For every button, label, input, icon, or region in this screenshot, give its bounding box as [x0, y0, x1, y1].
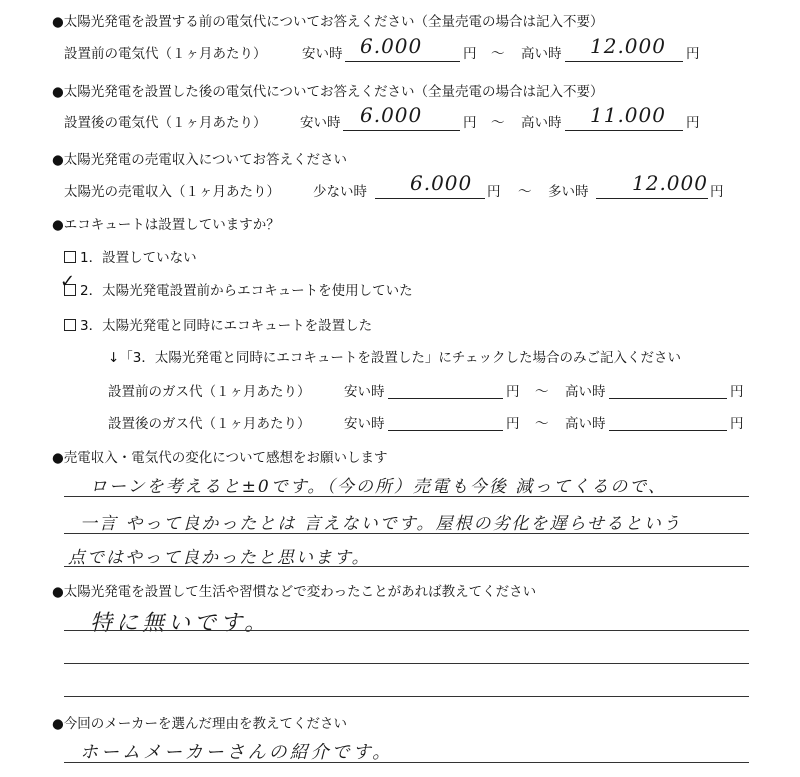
q3-unit1: 円	[487, 184, 501, 200]
q5-title: ●売電収入・電気代の変化について感想をお願いします	[52, 450, 388, 466]
q4-title: ●エコキュートは設置していますか？	[52, 217, 280, 233]
gas-after-low-label: 安い時	[344, 416, 385, 432]
gas-before-unit1: 円	[506, 384, 520, 400]
q2-low-label: 安い時	[300, 115, 341, 131]
q3-unit2: 円	[710, 184, 724, 200]
gas-after-label: 設置後のガス代（１ヶ月あたり）	[108, 416, 311, 432]
q7-answer-line-1: ホームメーカーさんの紹介です。	[80, 742, 394, 763]
q4-option-1-label: 1．設置していない	[80, 250, 197, 266]
q3-tilde: ～	[518, 184, 532, 200]
q7-rule-1	[64, 762, 749, 763]
q3-row-label: 太陽光の売電収入（１ヶ月あたり）	[64, 184, 280, 200]
q2-low-underline	[343, 130, 460, 131]
q2-low-value: 6.000	[360, 103, 423, 127]
gas-before-unit2: 円	[730, 384, 744, 400]
q1-low-underline	[345, 61, 460, 62]
q3-low-label: 少ない時	[313, 184, 367, 200]
q5-answer-line-1: ローンを考えると±0です。（今の所）売電も今後 減ってくるので、	[90, 477, 667, 497]
q4-option-1-checkbox[interactable]	[64, 251, 76, 263]
q1-row-label: 設置前の電気代（１ヶ月あたり）	[64, 46, 267, 62]
q5-rule-1	[64, 496, 749, 497]
q1-high-underline	[565, 61, 683, 62]
q1-title: ●太陽光発電を設置する前の電気代についてお答えください（全量売電の場合は記入不要）	[52, 14, 604, 30]
q7-title: ●今回のメーカーを選んだ理由を教えてください	[52, 716, 348, 732]
gas-after-unit1: 円	[506, 416, 520, 432]
q3-high-value: 12.000	[632, 171, 708, 195]
gas-after-unit2: 円	[730, 416, 744, 432]
q6-rule-2	[64, 663, 749, 664]
q1-low-label: 安い時	[302, 46, 343, 62]
q6-answer-line-1: 特に無いです。	[90, 611, 271, 636]
gas-before-high-underline[interactable]	[609, 398, 727, 399]
q4-option-2[interactable]	[64, 279, 413, 299]
gas-after-low-underline[interactable]	[388, 430, 503, 431]
q5-answer-line-3: 点ではやって良かったと思います。	[68, 548, 371, 568]
q3-title: ●太陽光発電の売電収入についてお答えください	[52, 152, 348, 168]
q1-low-value: 6.000	[360, 34, 423, 58]
q1-high-value: 12.000	[590, 34, 666, 58]
gas-before-high-label: 高い時	[565, 384, 606, 400]
q3-high-label: 多い時	[548, 184, 589, 200]
q6-title: ●太陽光発電を設置して生活や習慣などで変わったことがあれば教えてください	[52, 584, 537, 600]
q1-high-label: 高い時	[521, 46, 562, 62]
q4-option-3-checkbox[interactable]	[64, 319, 76, 331]
gas-after-tilde: ～	[535, 416, 549, 432]
q1-tilde: ～	[491, 46, 505, 62]
q6-rule-1	[64, 630, 749, 631]
q6-rule-3	[64, 696, 749, 697]
q4-option-3-label: 3．太陽光発電と同時にエコキュートを設置した	[80, 318, 373, 334]
q4-option-2-label: 2．太陽光発電設置前からエコキュートを使用していた	[80, 283, 413, 299]
q3-low-underline	[375, 198, 485, 199]
q3-high-underline	[596, 198, 708, 199]
gas-before-low-underline[interactable]	[388, 398, 503, 399]
gas-before-label: 設置前のガス代（１ヶ月あたり）	[108, 384, 311, 400]
q1-unit2: 円	[686, 46, 700, 62]
q5-rule-2	[64, 533, 749, 534]
q2-unit1: 円	[463, 115, 477, 131]
q2-high-label: 高い時	[521, 115, 562, 131]
q2-row-label: 設置後の電気代（１ヶ月あたり）	[64, 115, 267, 131]
q2-unit2: 円	[686, 115, 700, 131]
gas-before-low-label: 安い時	[344, 384, 385, 400]
q5-answer-line-2: 一言 やって良かったとは 言えないです。屋根の劣化を遅らせるという	[80, 514, 682, 534]
q3-low-value: 6.000	[410, 171, 473, 195]
q1-unit1: 円	[463, 46, 477, 62]
q4-option-2-checkmark-icon: ✓	[60, 271, 76, 292]
q2-high-value: 11.000	[590, 103, 666, 127]
gas-after-high-underline[interactable]	[609, 430, 727, 431]
gas-before-tilde: ～	[535, 384, 549, 400]
q4-note: ↓「3．太陽光発電と同時にエコキュートを設置した」にチェックした場合のみご記入ください	[108, 350, 681, 366]
gas-after-high-label: 高い時	[565, 416, 606, 432]
q5-rule-3	[64, 566, 749, 567]
q4-option-3[interactable]	[64, 314, 372, 334]
q2-title: ●太陽光発電を設置した後の電気代についてお答えください（全量売電の場合は記入不要）	[52, 84, 604, 100]
q4-option-1[interactable]	[64, 246, 197, 266]
q2-high-underline	[565, 130, 683, 131]
q2-tilde: ～	[491, 115, 505, 131]
